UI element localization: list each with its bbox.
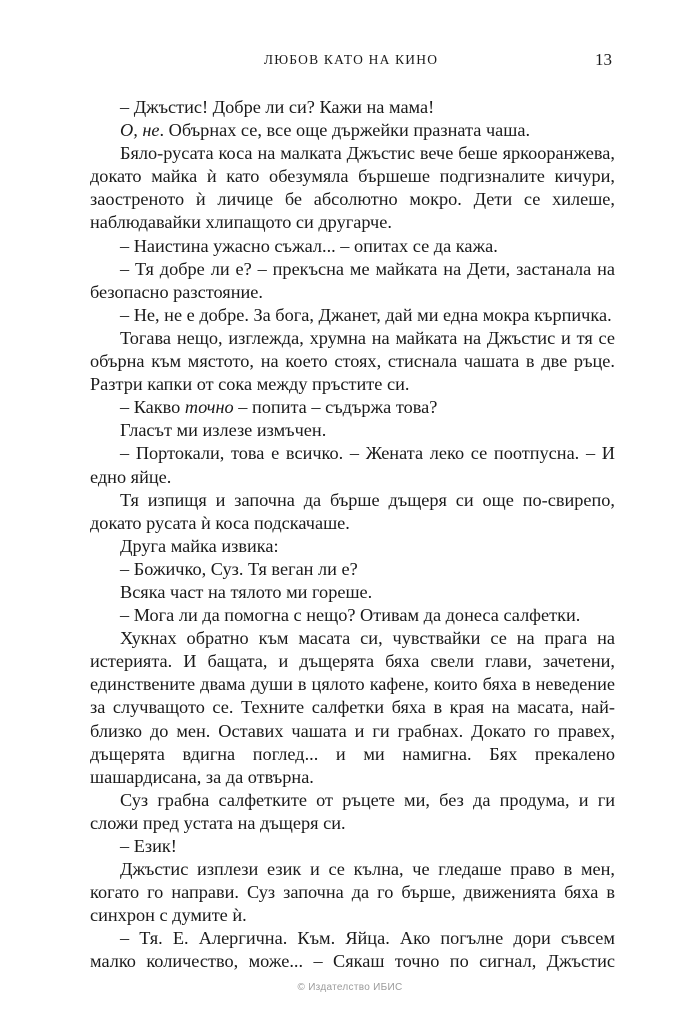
paragraph-text: Джъстис изплези език и се кълна, че гледаше право в мен, когато го направи. Суз започна да го бърше, движенията бяха в синхрон с думите ѝ. <box>90 859 615 926</box>
paragraph-text: Тя изпищя и започна да бърше дъщеря си още по-свирепо, докато русата ѝ коса подскачаше. <box>90 489 615 533</box>
paragraph <box>90 258 615 304</box>
paragraph <box>90 235 615 258</box>
publisher-footer: © Издателство ИБИС <box>297 982 403 993</box>
paragraph-text: – Какво <box>120 397 185 418</box>
paragraph <box>90 604 615 627</box>
italic-text: точно <box>184 397 234 418</box>
paragraph <box>90 119 615 142</box>
paragraph-text: Суз грабна салфетките от ръцете ми, без да продума, и ги сложи пред устата на дъщеря си. <box>90 789 615 833</box>
paragraph-text: – попита – съдържа това? <box>233 397 438 418</box>
body-text <box>90 96 615 974</box>
page-number: 13 <box>595 50 612 69</box>
paragraph <box>90 581 615 604</box>
paragraph-text: – Портокали, това е всичко. – Жената леко се поотпусна. – И едно яйце. <box>90 443 615 487</box>
paragraph-text: – Не, не е добре. За бога, Джанет, дай ми една мокра кърпичка. <box>120 304 612 325</box>
paragraph <box>90 96 615 119</box>
paragraph <box>90 419 615 442</box>
paragraph-text: – Наистина ужасно съжал... – опитах се да кажа. <box>120 235 498 256</box>
paragraph <box>90 927 615 973</box>
paragraph <box>90 858 615 927</box>
paragraph-text: Друга майка извика: <box>120 535 279 556</box>
paragraph <box>90 396 615 419</box>
paragraph-text: . Обърнах се, все още държейки празната чаша. <box>159 120 531 141</box>
paragraph-text: Бяло-русата коса на малката Джъстис вече беше яркооранжева, докато майка ѝ като обезумяла бършеше подгизналите кичури, заостреното ѝ личице бе абсолютно мокро. Дети се хилеше, наблюдавайки хлипащото си другарче. <box>90 143 615 233</box>
paragraph-text: – Тя добре ли е? – прекъсна ме майката на Дети, застанала на безопасно разстояние. <box>90 258 615 302</box>
paragraph <box>90 489 615 535</box>
paragraph-text: – Тя. Е. Алергична. Към. Яйца. Ако погълне дори съвсем малко количество, може... – Сякаш точно по сигнал, Джъстис <box>90 928 615 972</box>
paragraph-text: – Джъстис! Добре ли си? Кажи на мама! <box>120 97 435 117</box>
paragraph <box>90 627 615 789</box>
paragraph <box>90 327 615 396</box>
page-header <box>90 52 612 80</box>
italic-text: О, не <box>120 120 160 141</box>
paragraph-text: Тогава нещо, изглежда, хрумна на майката на Джъстис и тя се обърна към мястото, на което стоях, стиснала чашата в две ръце. Разтри капки от сока между пръстите си. <box>90 327 615 395</box>
paragraph <box>90 558 615 581</box>
paragraph-text: Всяка част на тялото ми гореше. <box>120 581 373 602</box>
paragraph <box>90 835 615 858</box>
paragraph-text: – Мога ли да помогна с нещо? Отивам да донеса салфетки. <box>120 605 581 626</box>
paragraph-text: – Божичко, Суз. Тя веган ли е? <box>120 558 358 579</box>
paragraph <box>90 442 615 488</box>
paragraph <box>90 304 615 327</box>
paragraph-text: Гласът ми излезе измъчен. <box>120 420 327 441</box>
paragraph-text: Хукнах обратно към масата си, чувствайки се на прага на истерията. И бащата, и дъщерята бяха свели глави, зачетени, единствените двама души в цялото кафене, които бяха в неведение за случващото се. Техните салфетки бяха в края на масата, най-близко до мен. Оставих чашата и ги грабнах. Докато го правех, дъщерята вдигна поглед... и ми намигна. Бях прекалено шашардисана, за да отвърна. <box>90 628 615 787</box>
paragraph <box>90 789 615 835</box>
paragraph-text: – Език! <box>120 836 177 856</box>
paragraph <box>90 535 615 558</box>
running-title: ЛЮБОВ КАТО НА КИНО <box>263 52 439 67</box>
paragraph <box>90 142 615 234</box>
